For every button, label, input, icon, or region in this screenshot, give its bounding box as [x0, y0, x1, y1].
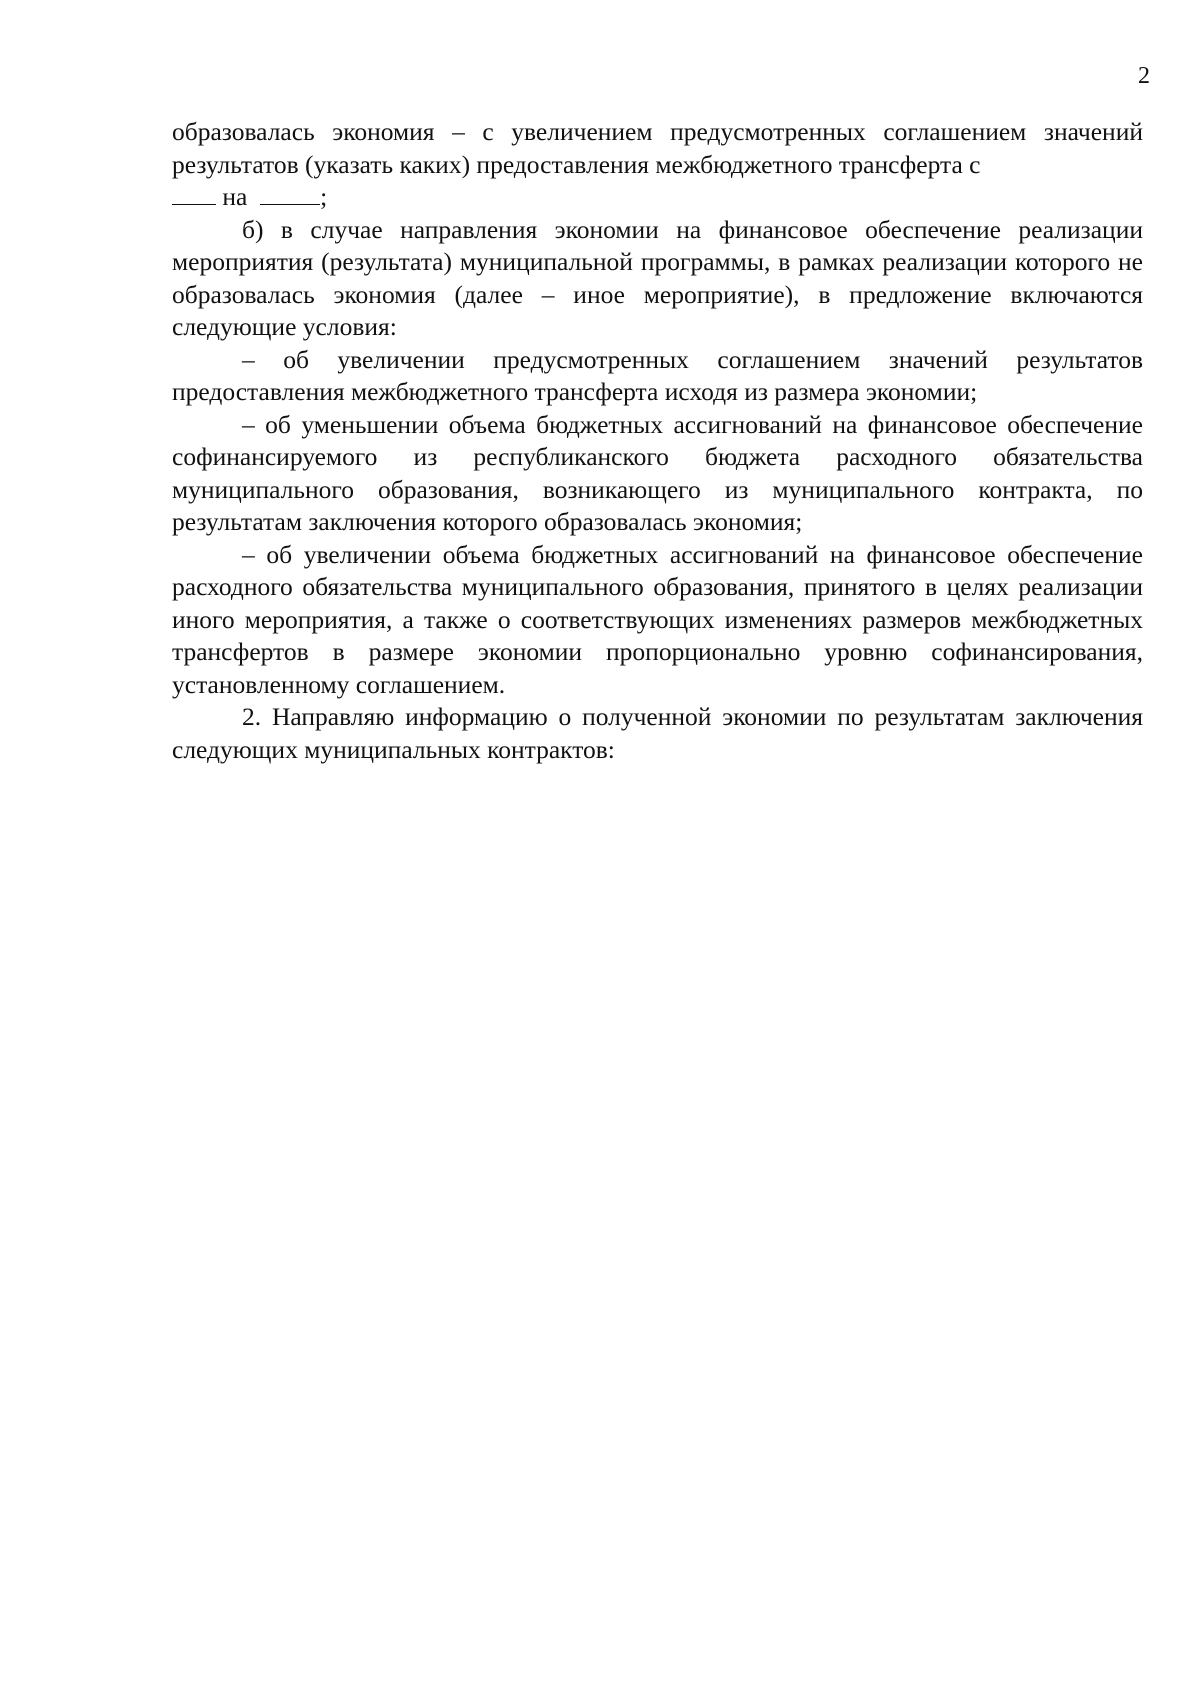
- fill-in-end: ;: [320, 182, 328, 211]
- paragraph-savings-increase-text: образовалась экономия – с увеличением предусмотренных соглашением значений результатов (указать каких) предоставления межбюджетного трансферта с: [172, 117, 1143, 179]
- paragraph-condition-1: – об увеличении предусмотренных соглашением значений результатов предоставления межбюджетного трансферта исходя из размера экономии;: [172, 344, 1143, 406]
- paragraph-condition-2: – об уменьшении объема бюджетных ассигнований на финансовое обеспечение софинансируемого из республиканского бюджета расходного обязательства муниципального образования, возникающего из муниципального контракта, по результатам заключения которого образовалась экономия;: [172, 409, 1143, 536]
- paragraph-section-2: 2. Направляю информацию о полученной экономии по результатам заключения следующих муниципальных контрактов:: [172, 702, 1143, 764]
- document-body: [172, 116, 1143, 766]
- paragraph-condition-3: – об увеличении объема бюджетных ассигнований на финансовое обеспечение расходного обязательства муниципального образования, принятого в целях реализации иного мероприятия, а также о соответствующих изменениях размеров межбюджетных трансфертов в размере экономии пропорционально уровню софинансирования, установленному соглашением.: [172, 539, 1143, 699]
- paragraph-savings-increase: [172, 116, 1143, 214]
- fill-in-connector: на: [216, 182, 254, 211]
- blank-to-field: [260, 182, 320, 205]
- page-number: 2: [1138, 63, 1150, 89]
- blank-from-field: [172, 182, 216, 205]
- fill-in-line: [172, 182, 327, 211]
- paragraph-case-b: б) в случае направления экономии на финансовое обеспечение реализации мероприятия (результата) муниципальной программы, в рамках реализации которого не образовалась экономия (далее – иное мероприятие), в предложение включаются следующие условия:: [172, 214, 1143, 341]
